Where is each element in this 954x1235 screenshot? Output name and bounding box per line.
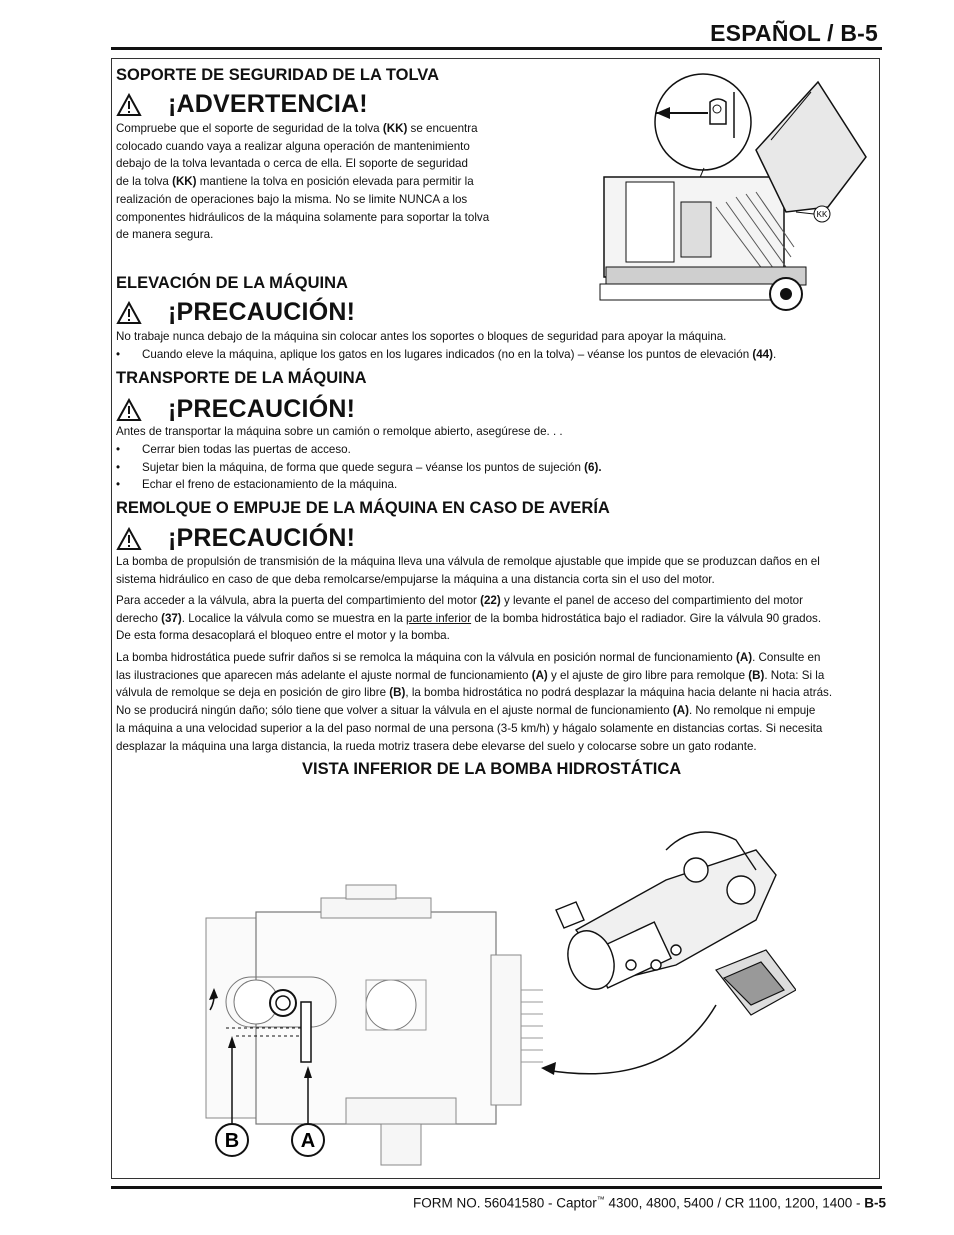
towing-paragraph-3 [116, 649, 832, 755]
caution-title: ¡PRECAUCIÓN! [168, 298, 356, 326]
text-line: colocado cuando vaya a realizar alguna operación de mantenimiento [116, 139, 470, 153]
label-a: A [300, 1130, 316, 1152]
text-line: componentes hidráulicos de la máquina solamente para soportar la tolva [116, 210, 490, 224]
text-line: Compruebe que el soporte de seguridad de la tolva (KK) se encuentra [116, 122, 478, 135]
section-title-lifting: ELEVACIÓN DE LA MÁQUINA [116, 274, 348, 292]
transport-bullets [116, 441, 602, 494]
transport-paragraph: Antes de transportar la máquina sobre un camión o remolque abierto, asegúrese de. . . [116, 425, 563, 438]
page-header: ESPAÑOL / B-5 [710, 20, 878, 46]
text-line: sistema hidráulico en caso de que deba remolcarse/empujarse la máquina a una distancia corta sin el uso del motor. [116, 572, 715, 586]
header-rule [111, 47, 882, 50]
text-line: debajo de la tolva levantada o cerca de ella. El soporte de seguridad [116, 157, 468, 171]
warning-triangle-icon [116, 398, 142, 422]
warning-heading [116, 90, 368, 119]
label-b: B [224, 1130, 240, 1152]
hopper-paragraph [116, 120, 489, 244]
section-title-hopper: SOPORTE DE SEGURIDAD DE LA TOLVA [116, 66, 439, 84]
warning-triangle-icon [116, 301, 142, 325]
text-line: No se producirá ningún daño; sólo tiene que volver a situar la válvula en el ajuste normal de funcionamiento (A). No remolque ni empuje [116, 704, 816, 718]
text-line: La bomba de propulsión de transmisión de la máquina lleva una válvula de remolque ajustable que impide que se produzcan daños en el [116, 555, 820, 568]
section-title-towing: REMOLQUE O EMPUJE DE LA MÁQUINA EN CASO DE AVERÍA [116, 499, 610, 517]
caution-heading-towing [116, 524, 355, 553]
footer-rule [111, 1186, 882, 1189]
section-title-transport: TRANSPORTE DE LA MÁQUINA [116, 369, 367, 387]
bullet-item: • Echar el freno de estacionamiento de la máquina. [116, 478, 398, 492]
caution-title: ¡PRECAUCIÓN! [168, 524, 356, 552]
caution-heading-lifting [116, 298, 355, 327]
text-line: La bomba hidrostática puede sufrir daños si se remolca la máquina con la válvula en posición normal de funcionamiento (A). Consulte en [116, 651, 821, 664]
figure-caption: VISTA INFERIOR DE LA BOMBA HIDROSTÁTICA [302, 760, 682, 778]
text-line: De esta forma desacoplará el bloqueo entre el motor y la bomba. [116, 629, 450, 643]
footer: FORM NO. 56041580 - Captor™ 4300, 4800, 5400 / CR 1100, 1200, 1400 - B-5 [412, 1195, 886, 1211]
caution-heading-transport [116, 395, 355, 424]
lifting-bullet: • Cuando eleve la máquina, aplique los gatos en los lugares indicados (no en la tolva) – véanse los puntos de elevación (44). [116, 348, 777, 361]
towing-paragraph-2 [116, 592, 821, 645]
text-line: derecho (37). Localice la válvula como se muestra en la parte inferior de la bomba hidrostática bajo el radiador. Gire la válvula 90 grados. [116, 611, 822, 625]
text-line: la máquina a una velocidad superior a la del paso normal de una persona (3-5 km/h) y hágalo solamente en distancias cortas. Si necesita [116, 721, 823, 735]
text-line: de la tolva (KK) mantiene la tolva en posición elevada para permitir la [116, 175, 474, 189]
towing-paragraph-1 [116, 553, 820, 588]
text-line: desplazar la máquina una larga distancia, la rueda motriz trasera debe elevarse del suelo y colocarse sobre un gato rodante. [116, 739, 757, 753]
warning-triangle-icon [116, 93, 142, 117]
text-line: Para acceder a la válvula, abra la puerta del compartimiento del motor (22) y levante el panel de acceso del compartimiento del motor [116, 594, 803, 607]
text-line: realización de operaciones bajo la misma. No se limite NUNCA a los [116, 192, 468, 206]
caution-title: ¡PRECAUCIÓN! [168, 395, 356, 423]
hydrostatic-pump-illustration [196, 790, 796, 1170]
text-line: válvula de remolque se deja en posición de giro libre (B), la bomba hidrostática no podrá desplazar la máquina hacia delante ni hacia atrás. [116, 686, 833, 700]
hopper-support-illustration [596, 62, 878, 320]
lifting-paragraph: No trabaje nunca debajo de la máquina sin colocar antes los soportes o bloques de seguridad para apoyar la máquina. [116, 330, 727, 343]
text-line: las ilustraciones que aparecen más adelante el ajuste normal de funcionamiento (A) y el ajuste de giro libre para remolque (B). Nota: Si la [116, 668, 825, 682]
bullet-item: • Cerrar bien todas las puertas de acceso. [116, 443, 351, 456]
kk-callout-label: KK [816, 210, 828, 219]
bullet-item: • Sujetar bien la máquina, de forma que quede segura – véanse los puntos de sujeción (6). [116, 460, 602, 474]
warning-title: ¡ADVERTENCIA! [168, 90, 368, 118]
text-line: de manera segura. [116, 228, 214, 242]
warning-triangle-icon [116, 527, 142, 551]
